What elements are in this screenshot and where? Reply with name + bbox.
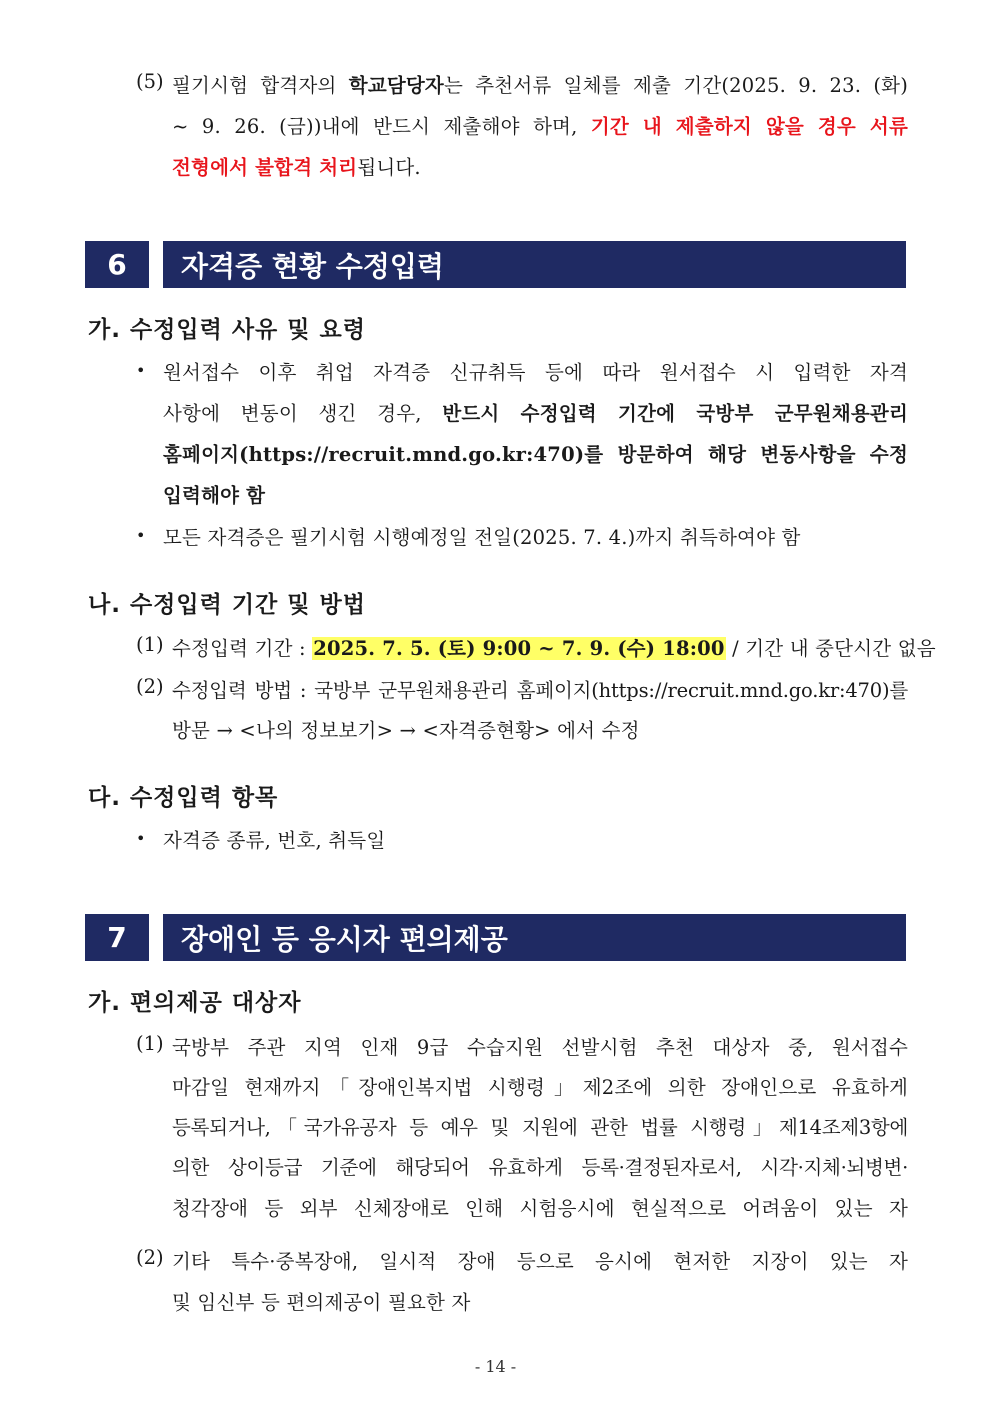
section-6-ga-heading: 가. 수정입력 사유 및 요령	[88, 317, 366, 343]
s6-na-item2-line1: 수정입력 방법 : 국방부 군무원채용관리 홈페이지(https://recruit.mnd.go.kr:470)를	[172, 679, 908, 702]
s6-da-bullet1: 자격증 종류, 번호, 취득일	[163, 829, 386, 852]
s6-ga-bullet1-line1: 원서접수 이후 취업 자격증 신규취득 등에 따라 원서접수 시 입력한 자격	[163, 361, 908, 384]
school-contact-emphasis: 학교담당자	[348, 74, 444, 97]
item-number: (1)	[136, 1032, 164, 1055]
section-6-title: 자격증 현황 수정입력	[163, 241, 906, 288]
page-number: - 14 -	[474, 1357, 517, 1376]
section-7-ga-heading: 가. 편의제공 대상자	[88, 990, 302, 1016]
item-number: (2)	[136, 675, 164, 698]
s6-na-item2-line2: 방문 → <나의 정보보기> → <자격증현황> 에서 수정	[172, 719, 640, 742]
intro-line-1: 필기시험 합격자의 학교담당자는 추천서류 일체를 제출 기간(2025. 9. 23. (화)	[172, 74, 908, 97]
s6-ga-bullet2: 모든 자격증은 필기시험 시행예정일 전일(2025. 7. 4.)까지 취득하여야 함	[163, 526, 801, 549]
s6-ga-bullet1-line3: 홈페이지(https://recruit.mnd.go.kr:470)를 방문하여 해당 변동사항을 수정	[163, 443, 908, 466]
period-highlight: 2025. 7. 5. (토) 9:00 ~ 7. 9. (수) 18:00	[313, 637, 725, 660]
s7-ga-item2-line2: 및 임신부 등 편의제공이 필요한 자	[172, 1291, 471, 1314]
s7-ga-item1-line1: 국방부 주관 지역 인재 9급 수습지원 선발시험 추천 대상자 중, 원서접수	[172, 1036, 908, 1059]
s6-ga-bullet1-line4: 입력해야 함	[163, 484, 266, 507]
item-number: (5)	[136, 70, 164, 93]
s7-ga-item1-line3: 등록되거나,「국가유공자 등 예우 및 지원에 관한 법률 시행령」제14조제3항에	[172, 1116, 908, 1139]
item-number: (2)	[136, 1246, 164, 1269]
section-6-na-heading: 나. 수정입력 기간 및 방법	[88, 592, 366, 618]
intro-line-3: 전형에서 불합격 처리됩니다.	[172, 156, 421, 179]
s6-na-item1: 수정입력 기간 : 2025. 7. 5. (토) 9:00 ~ 7. 9. (수) 18:00 / 기간 내 중단시간 없음	[172, 637, 936, 660]
s6-ga-bullet1-line2: 사항에 변동이 생긴 경우, 반드시 수정입력 기간에 국방부 군무원채용관리	[163, 402, 908, 425]
bullet-icon: •	[136, 829, 146, 848]
intro-line-2: ~ 9. 26. (금))내에 반드시 제출해야 하며, 기간 내 제출하지 않을 경우 서류	[172, 115, 908, 138]
s7-ga-item1-line2: 마감일 현재까지「장애인복지법 시행령」제2조에 의한 장애인으로 유효하게	[172, 1076, 908, 1099]
section-6-number: 6	[85, 241, 149, 288]
section-7-title: 장애인 등 응시자 편의제공	[163, 914, 906, 961]
s7-ga-item1-line5: 청각장애 등 외부 신체장애로 인해 시험응시에 현실적으로 어려움이 있는 자	[172, 1197, 908, 1220]
s7-ga-item1-line4: 의한 상이등급 기준에 해당되어 유효하게 등록·결정된자로서, 시각·지체·뇌병변·	[172, 1156, 908, 1179]
bullet-icon: •	[136, 526, 146, 545]
section-7-number: 7	[85, 914, 149, 961]
item-number: (1)	[136, 633, 164, 656]
section-6-da-heading: 다. 수정입력 항목	[88, 785, 279, 811]
warning-text: 기간 내 제출하지 않을 경우 서류	[590, 115, 908, 138]
s7-ga-item2-line1: 기타 특수·중복장애, 일시적 장애 등으로 응시에 현저한 지장이 있는 자	[172, 1250, 908, 1273]
bullet-icon: •	[136, 361, 146, 380]
warning-text-cont: 전형에서 불합격 처리	[172, 156, 358, 179]
